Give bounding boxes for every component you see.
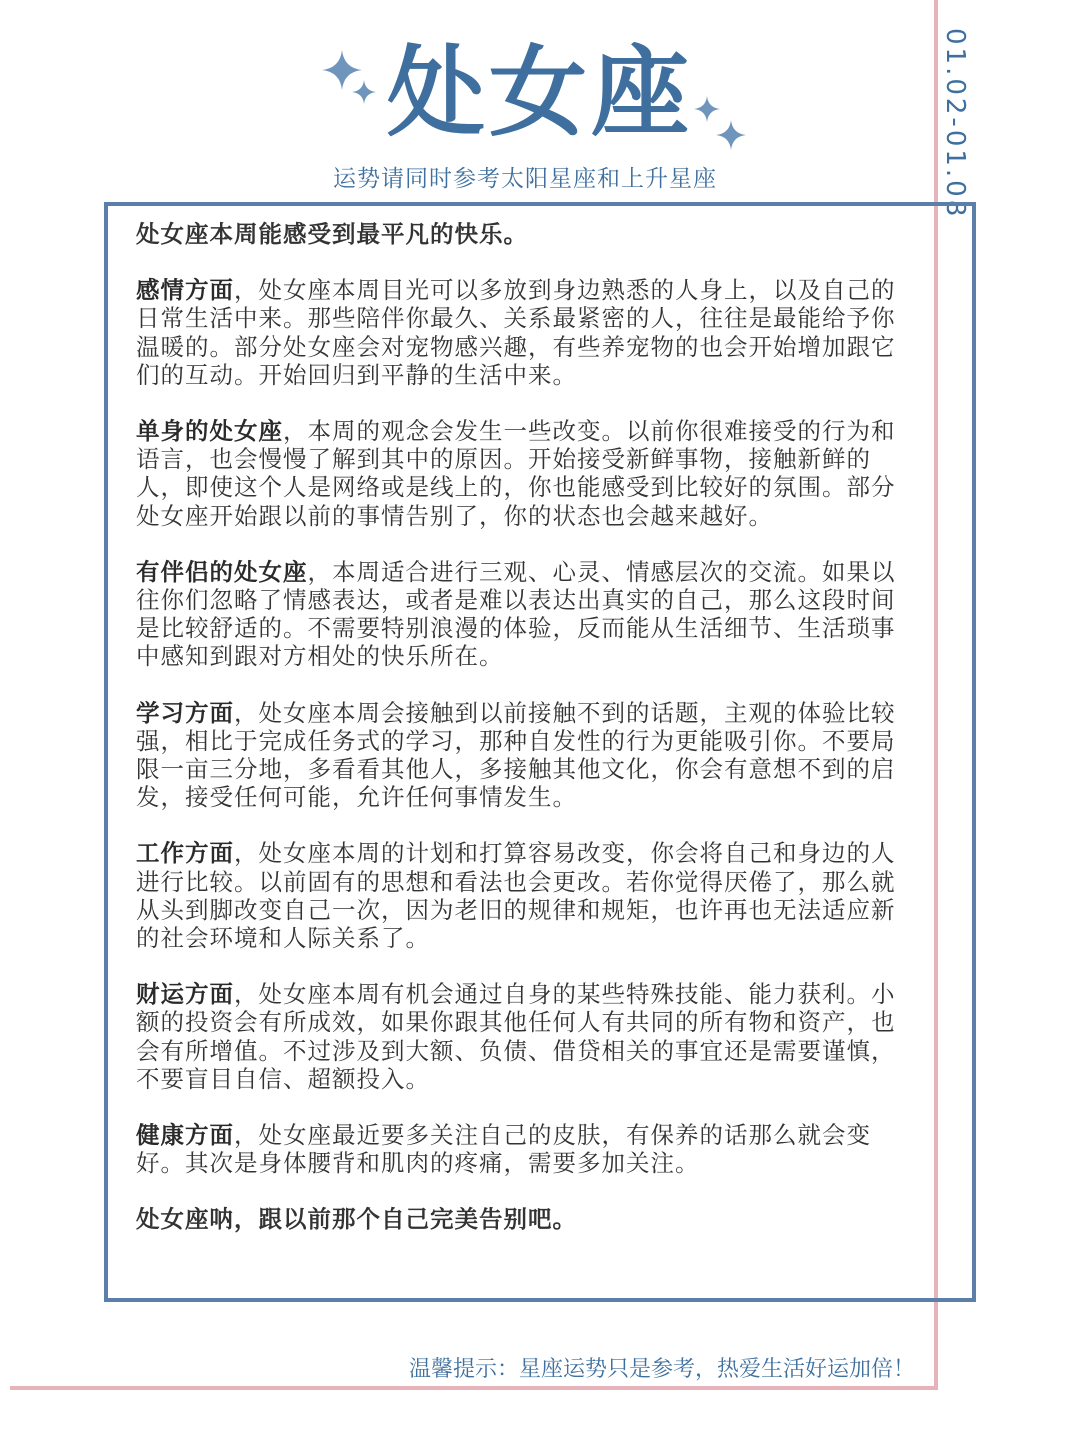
section-body: ，处女座本周会接触到以前接触不到的话题，主观的体验比较强，相比于完成任务式的学习，那种自发性的行为更能吸引你。不要局限一亩三分地，多看看其他人，多接触其他文化，你会有意想不到的启发，接受任何可能，允许任何事情发生。 <box>136 698 896 812</box>
sparkle-icon <box>352 80 376 104</box>
footer-tip: 温馨提示：星座运势只是参考，热爱生活好运加倍！ <box>408 1357 915 1382</box>
section-heading: 感情方面 <box>136 276 234 305</box>
section-heading: 工作方面 <box>136 839 234 868</box>
subtitle: 运势请同时参考太阳星座和上升星座 <box>333 166 717 192</box>
section-wealth <box>136 980 912 1093</box>
section-single <box>136 417 912 530</box>
section-heading: 有伴侣的处女座 <box>136 557 308 586</box>
section-body: ，处女座最近要多关注自己的皮肤，有保养的话那么就会变好。其次是身体腰背和肌肉的疼痛，需要多加关注。 <box>136 1121 871 1178</box>
section-body: ，本周的观念会发生一些改变。以前你很难接受的行为和语言，也会慢慢了解到其中的原因。开始接受新鲜事物，接触新鲜的人，即使这个人是网络或是线上的，你也能感受到比较好的氛围。部分处女座开始跟以前的事情告别了，你的状态也会越来越好。 <box>136 417 896 530</box>
section-body: ，本周适合进行三观、心灵、情感层次的交流。如果以往你们忽略了情感表达，或者是难以表达出真实的自己，那么这段时间是比较舒适的。不需要特别浪漫的体验，反而能从生活细节、生活琐事中感知到跟对方相处的快乐所在。 <box>136 557 896 671</box>
closing-line: 处女座呐，跟以前那个自己完美告别吧。 <box>136 1205 577 1234</box>
section-study <box>136 699 912 812</box>
intro-line: 处女座本周能感受到最平凡的快乐。 <box>136 220 528 248</box>
page-title: 处女座 <box>386 36 693 150</box>
section-love <box>136 276 912 389</box>
horoscope-content <box>136 220 912 1262</box>
section-heading: 学习方面 <box>136 698 234 727</box>
section-health <box>136 1121 912 1177</box>
section-work <box>136 839 912 952</box>
sparkle-icon <box>716 120 746 150</box>
section-heading: 单身的处女座 <box>136 417 283 446</box>
section-heading: 财运方面 <box>136 980 234 1009</box>
section-body: ，处女座本周的计划和打算容易改变，你会将自己和身边的人进行比较。以前固有的思想和看法也会更改。若你觉得厌倦了，那么就从头到脚改变自己一次，因为老旧的规律和规矩，也许再也无法适应新的社会环境和人际关系了。 <box>136 839 896 953</box>
pink-horizontal-line <box>10 1386 938 1390</box>
section-body: ，处女座本周目光可以多放到身边熟悉的人身上，以及自己的日常生活中来。那些陪伴你最久、关系最紧密的人，往往是最能给予你温暖的。部分处女座会对宠物感兴趣，有些养宠物的也会开始增加跟它们的互动。开始回归到平静的生活中来。 <box>136 276 896 389</box>
section-body: ，处女座本周有机会通过自身的某些特殊技能、能力获利。小额的投资会有所成效，如果你跟其他任何人有共同的所有物和资产，也会有所增值。不过涉及到大额、负债、借贷相关的事宜还是需要谨慎，不要盲目自信、超额投入。 <box>136 980 896 1093</box>
date-range: 01.02-01.08 <box>940 28 970 220</box>
section-partnered <box>136 558 912 671</box>
section-heading: 健康方面 <box>136 1121 234 1150</box>
